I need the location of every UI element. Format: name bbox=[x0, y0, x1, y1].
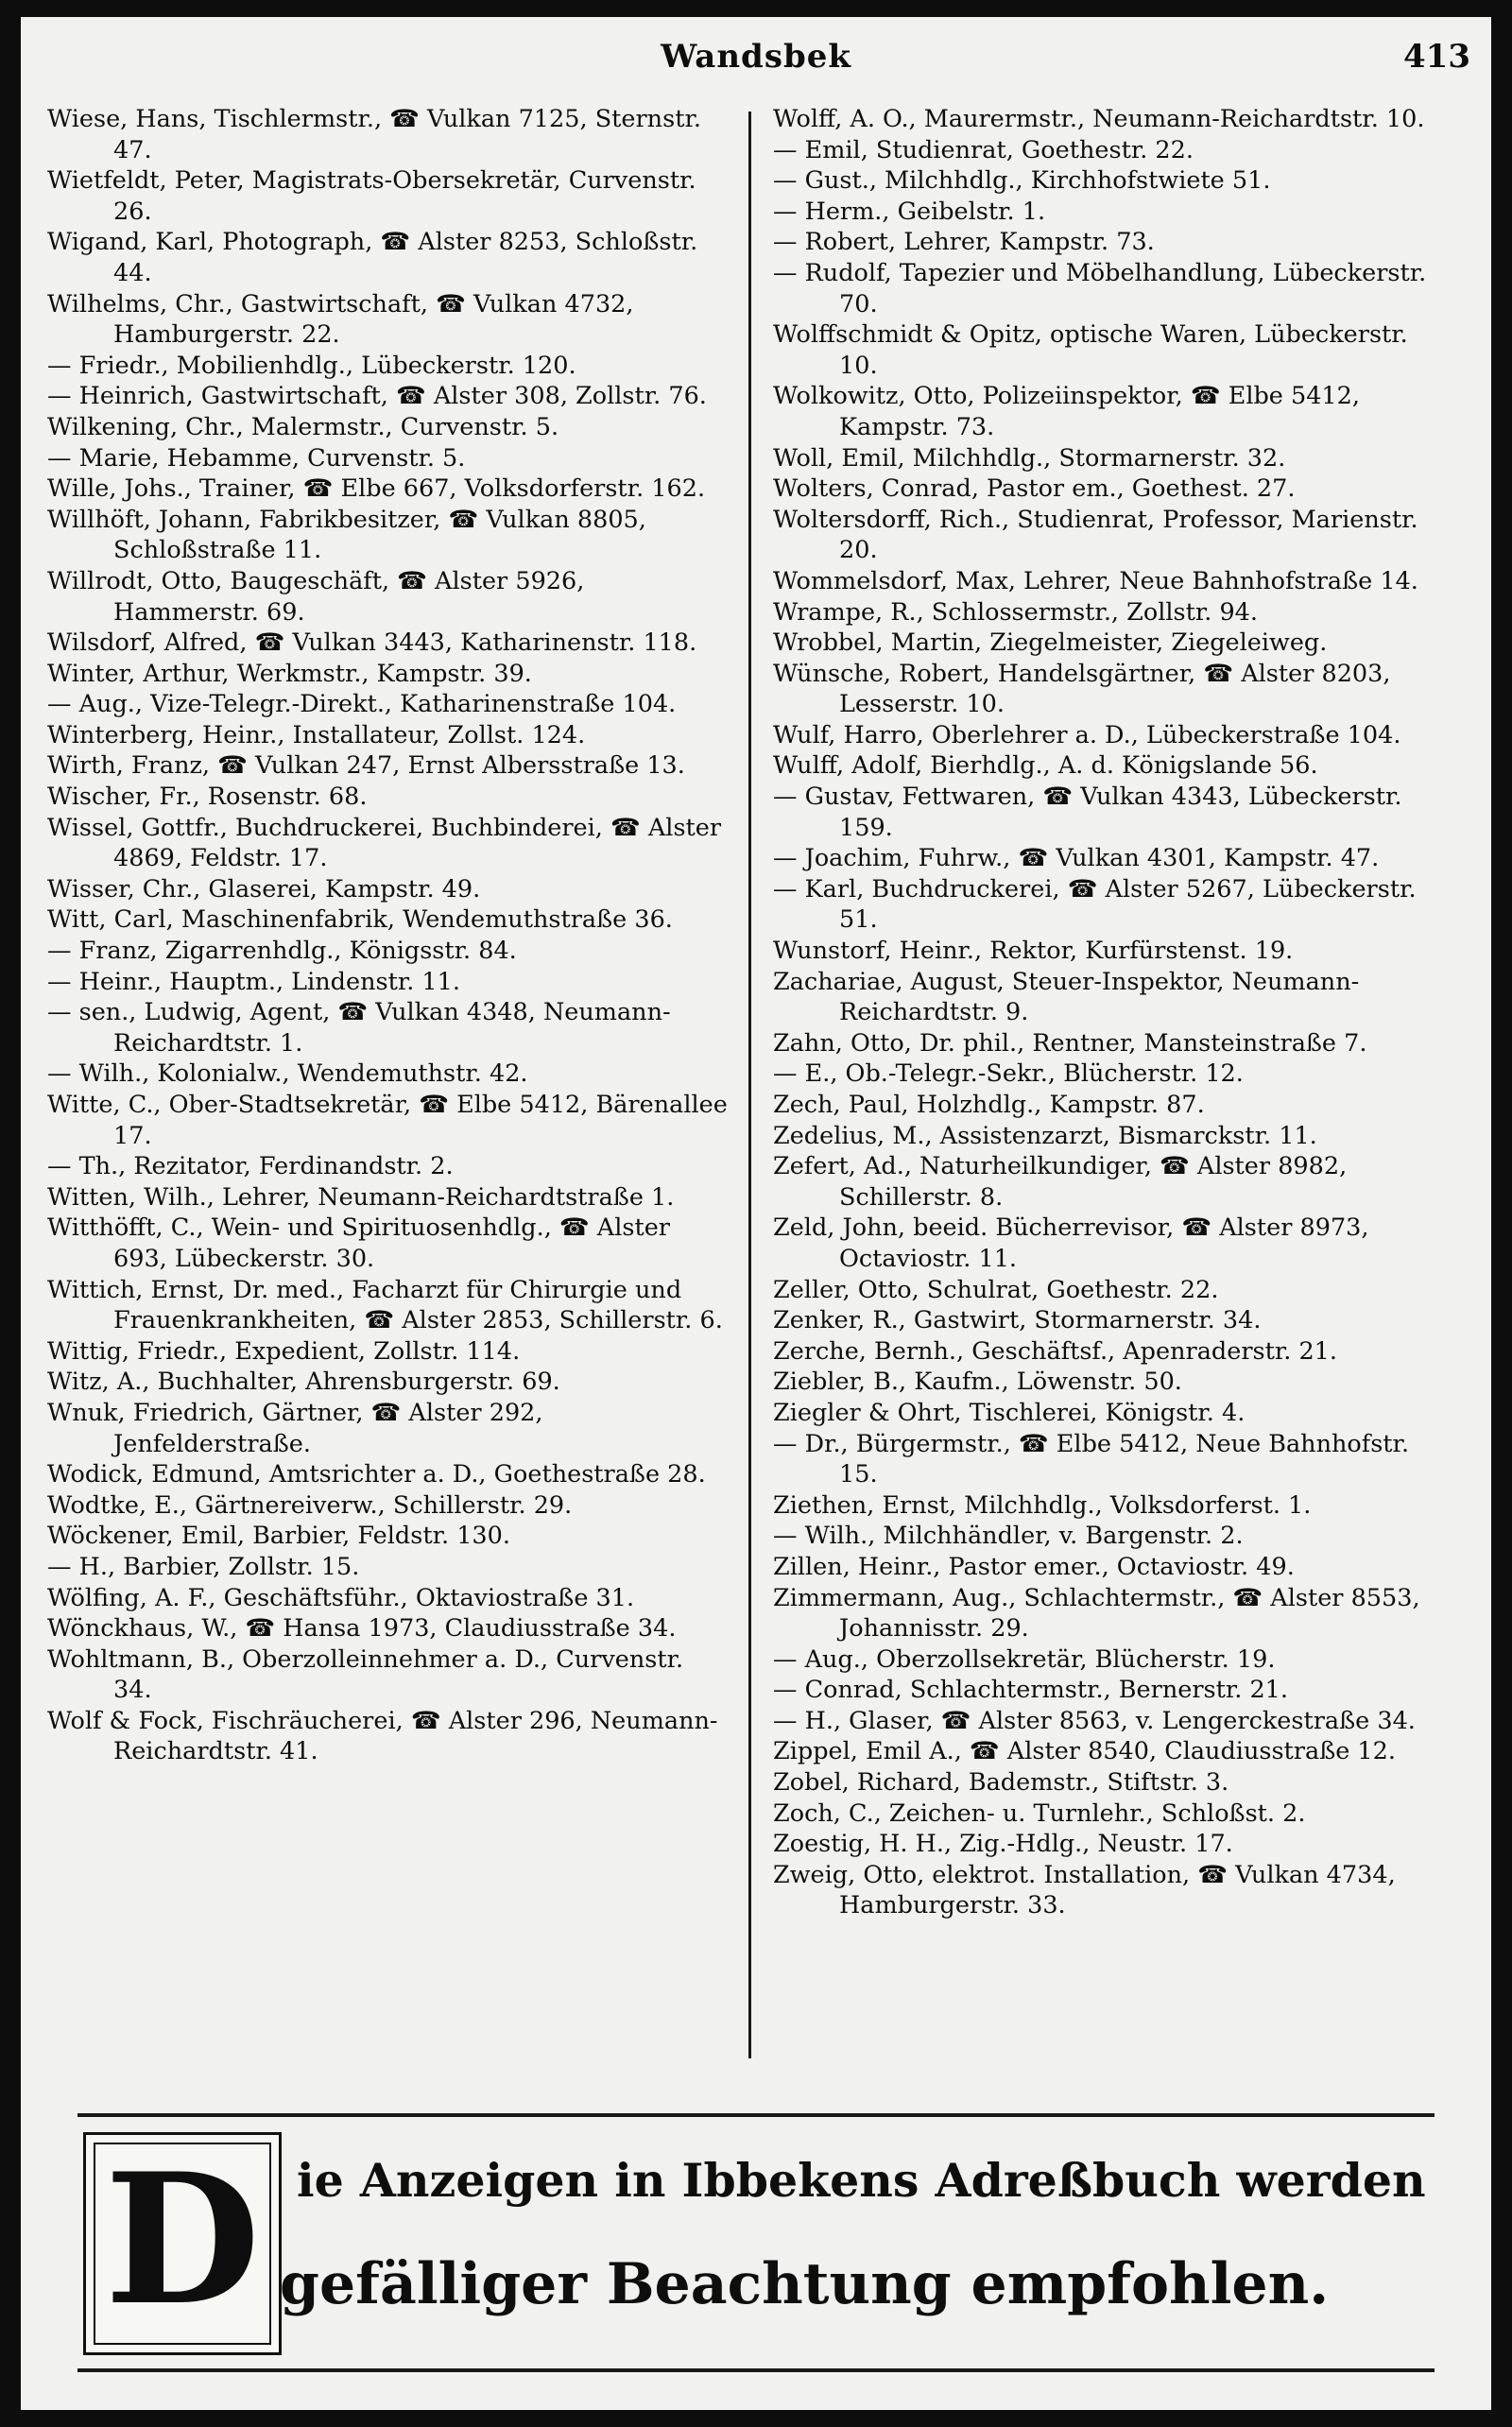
directory-entry: Zoch, C., Zeichen- u. Turnlehr., Schloßst. 2. bbox=[773, 1799, 1306, 1828]
directory-entry: Wilhelms, Chr., Gastwirtschaft, ☎ Vulkan 4732, Hamburgerstr. 22. bbox=[47, 289, 634, 350]
directory-entry: Zedelius, M., Assistenzarzt, Bismarckstr. 11. bbox=[773, 1121, 1317, 1150]
right-column bbox=[773, 104, 1453, 2079]
directory-entry: Wodick, Edmund, Amtsrichter a. D., Goethestraße 28. bbox=[47, 1460, 706, 1489]
directory-entry: Wietfeldt, Peter, Magistrats-Obersekretär, Curvenstr. 26. bbox=[47, 166, 696, 226]
directory-entry: Wommelsdorf, Max, Lehrer, Neue Bahnhofstraße 14. bbox=[773, 566, 1418, 595]
notice-line-2: gefälliger Beachtung empfohlen. bbox=[280, 2251, 1330, 2317]
directory-entry: Wittich, Ernst, Dr. med., Facharzt für Chirurgie und Frauenkrankheiten, ☎ Alster 2853, Schillerstr. 6. bbox=[47, 1275, 723, 1335]
directory-entry: — H., Glaser, ☎ Alster 8563, v. Lengerckestraße 34. bbox=[773, 1706, 1416, 1735]
directory-entry: Wolkowitz, Otto, Polizeiinspektor, ☎ Elbe 5412, Kampstr. 73. bbox=[773, 382, 1360, 441]
directory-entry: — Wilh., Kolonialw., Wendemuthstr. 42. bbox=[47, 1059, 528, 1089]
directory-entry: Zillen, Heinr., Pastor emer., Octaviostr. 49. bbox=[773, 1552, 1295, 1581]
running-head bbox=[21, 38, 1491, 91]
directory-entry: Wrobbel, Martin, Ziegelmeister, Ziegeleiweg. bbox=[773, 628, 1328, 658]
notice-line-1: ie Anzeigen in Ibbekens Adreßbuch werden bbox=[297, 2153, 1426, 2208]
directory-entry: Witz, A., Buchhalter, Ahrensburgerstr. 69. bbox=[47, 1368, 560, 1397]
directory-entry: — Heinr., Hauptm., Lindenstr. 11. bbox=[47, 967, 460, 996]
directory-entry: Wolff, A. O., Maurermstr., Neumann-Reichardtstr. 10. bbox=[773, 105, 1425, 133]
directory-entry: Wigand, Karl, Photograph, ☎ Alster 8253, Schloßstr. 44. bbox=[47, 228, 698, 287]
directory-entry: Zweig, Otto, elektrot. Installation, ☎ Vulkan 4734, Hamburgerstr. 33. bbox=[773, 1860, 1396, 1920]
directory-entry: Wischer, Fr., Rosenstr. 68. bbox=[47, 783, 368, 812]
directory-entry: Winterberg, Heinr., Installateur, Zollst. 124. bbox=[47, 720, 586, 749]
directory-entry: Wünsche, Robert, Handelsgärtner, ☎ Alster 8203, Lesserstr. 10. bbox=[773, 659, 1391, 719]
directory-entry: Zimmermann, Aug., Schlachtermstr., ☎ Alster 8553, Johannisstr. 29. bbox=[773, 1583, 1420, 1644]
directory-entry: Zech, Paul, Holzhdlg., Kampstr. 87. bbox=[773, 1091, 1205, 1119]
decorative-initial bbox=[83, 2132, 282, 2355]
directory-columns bbox=[47, 104, 1465, 2079]
column-divider bbox=[748, 112, 751, 2058]
directory-entry: — Franz, Zigarrenhdlg., Königsstr. 84. bbox=[47, 937, 517, 966]
directory-entry: — Joachim, Fuhrw., ☎ Vulkan 4301, Kampstr. 47. bbox=[773, 844, 1380, 873]
directory-entry: Ziegler & Ohrt, Tischlerei, Königstr. 4. bbox=[773, 1398, 1246, 1427]
left-column bbox=[47, 104, 728, 2079]
directory-entry: — Friedr., Mobilienhdlg., Lübeckerstr. 120. bbox=[47, 351, 576, 380]
directory-entry: Wolffschmidt & Opitz, optische Waren, Lübeckerstr. 10. bbox=[773, 320, 1408, 380]
directory-entry: Willrodt, Otto, Baugeschäft, ☎ Alster 5926, Hammerstr. 69. bbox=[47, 566, 585, 627]
directory-entry: Zenker, R., Gastwirt, Stormarnerstr. 34. bbox=[773, 1306, 1262, 1335]
directory-entry: Woltersdorff, Rich., Studienrat, Professor, Marienstr. 20. bbox=[773, 505, 1418, 565]
directory-entry: Wulf, Harro, Oberlehrer a. D., Lübeckerstraße 104. bbox=[773, 720, 1401, 749]
directory-entry: — E., Ob.-Telegr.-Sekr., Blücherstr. 12. bbox=[773, 1059, 1244, 1089]
directory-entry: — Gust., Milchhdlg., Kirchhofstwiete 51. bbox=[773, 166, 1271, 196]
directory-entry: — Herm., Geibelstr. 1. bbox=[773, 197, 1046, 226]
directory-page bbox=[21, 17, 1491, 2410]
initial-letter: D bbox=[104, 2134, 261, 2345]
notice-rule-bottom bbox=[77, 2368, 1435, 2372]
page-number: 413 bbox=[1403, 38, 1470, 76]
directory-entry: Zahn, Otto, Dr. phil., Rentner, Mansteinstraße 7. bbox=[773, 1028, 1367, 1058]
directory-entry: — Emil, Studienrat, Goethestr. 22. bbox=[773, 135, 1194, 164]
directory-entry: Wodtke, E., Gärtnereiverw., Schillerstr. 29. bbox=[47, 1490, 573, 1520]
directory-entry: Ziethen, Ernst, Milchhdlg., Volksdorferst. 1. bbox=[773, 1490, 1312, 1520]
directory-entry: — Dr., Bürgermstr., ☎ Elbe 5412, Neue Bahnhofstr. 15. bbox=[773, 1429, 1410, 1489]
directory-entry: Wolters, Conrad, Pastor em., Goethest. 27. bbox=[773, 474, 1296, 504]
directory-entry: Winter, Arthur, Werkmstr., Kampstr. 39. bbox=[47, 659, 532, 688]
directory-entry: Woll, Emil, Milchhdlg., Stormarnerstr. 32. bbox=[773, 443, 1286, 473]
directory-entry: Wrampe, R., Schlossermstr., Zollstr. 94. bbox=[773, 597, 1259, 627]
directory-entry: Wunstorf, Heinr., Rektor, Kurfürstenst. 19. bbox=[773, 937, 1294, 966]
directory-entry: Zeller, Otto, Schulrat, Goethestr. 22. bbox=[773, 1275, 1219, 1304]
page-title: Wandsbek bbox=[661, 38, 851, 76]
directory-entry: Witthöfft, C., Wein- und Spirituosenhdlg., ☎ Alster 693, Lübeckerstr. 30. bbox=[47, 1214, 670, 1273]
directory-entry: — H., Barbier, Zollstr. 15. bbox=[47, 1552, 360, 1581]
directory-entry: Zefert, Ad., Naturheilkundiger, ☎ Alster 8982, Schillerstr. 8. bbox=[773, 1152, 1348, 1212]
directory-entry: Witte, C., Ober-Stadtsekretär, ☎ Elbe 5412, Bärenallee 17. bbox=[47, 1091, 728, 1150]
directory-entry: Wiese, Hans, Tischlermstr., ☎ Vulkan 7125, Sternstr. 47. bbox=[47, 105, 701, 164]
directory-entry: Ziebler, B., Kaufm., Löwenstr. 50. bbox=[773, 1368, 1182, 1397]
directory-entry: — Wilh., Milchhändler, v. Bargenstr. 2. bbox=[773, 1522, 1244, 1551]
directory-entry: Wölfing, A. F., Geschäftsführ., Oktaviostraße 31. bbox=[47, 1583, 635, 1612]
directory-entry: Zerche, Bernh., Geschäftsf., Apenraderstr. 21. bbox=[773, 1336, 1337, 1366]
directory-entry: — Heinrich, Gastwirtschaft, ☎ Alster 308, Zollstr. 76. bbox=[47, 382, 707, 411]
directory-entry: Wohltmann, B., Oberzolleinnehmer a. D., Curvenstr. 34. bbox=[47, 1644, 684, 1705]
advertising-notice bbox=[77, 2126, 1435, 2361]
directory-entry: Zeld, John, beeid. Bücherrevisor, ☎ Alster 8973, Octaviostr. 11. bbox=[773, 1214, 1369, 1273]
directory-entry: — Aug., Vize-Telegr.-Direkt., Katharinenstraße 104. bbox=[47, 690, 677, 719]
directory-entry: — Marie, Hebamme, Curvenstr. 5. bbox=[47, 443, 466, 473]
directory-entry: — Robert, Lehrer, Kampstr. 73. bbox=[773, 228, 1155, 257]
directory-entry: Wissel, Gottfr., Buchdruckerei, Buchbinderei, ☎ Alster 4869, Feldstr. 17. bbox=[47, 813, 722, 873]
directory-entry: Wirth, Franz, ☎ Vulkan 247, Ernst Albersstraße 13. bbox=[47, 751, 685, 781]
directory-entry: — Th., Rezitator, Ferdinandstr. 2. bbox=[47, 1152, 454, 1181]
notice-rule-top bbox=[77, 2113, 1435, 2117]
directory-entry: Wisser, Chr., Glaserei, Kampstr. 49. bbox=[47, 874, 481, 904]
directory-entry: Willhöft, Johann, Fabrikbesitzer, ☎ Vulkan 8805, Schloßstraße 11. bbox=[47, 505, 646, 565]
directory-entry: Zippel, Emil A., ☎ Alster 8540, Claudiusstraße 12. bbox=[773, 1737, 1396, 1766]
directory-entry: Zachariae, August, Steuer-Inspektor, Neumann-Reichardtstr. 9. bbox=[773, 967, 1360, 1027]
directory-entry: — Conrad, Schlachtermstr., Bernerstr. 21. bbox=[773, 1676, 1289, 1705]
directory-entry: Witten, Wilh., Lehrer, Neumann-Reichardtstraße 1. bbox=[47, 1182, 675, 1212]
directory-entry: — Karl, Buchdruckerei, ☎ Alster 5267, Lübeckerstr. 51. bbox=[773, 874, 1417, 935]
directory-entry: Wilsdorf, Alfred, ☎ Vulkan 3443, Katharinenstr. 118. bbox=[47, 628, 697, 658]
directory-entry: Witt, Carl, Maschinenfabrik, Wendemuthstraße 36. bbox=[47, 905, 673, 935]
directory-entry: Wönckhaus, W., ☎ Hansa 1973, Claudiusstraße 34. bbox=[47, 1614, 677, 1644]
directory-entry: Wittig, Friedr., Expedient, Zollstr. 114. bbox=[47, 1336, 521, 1366]
directory-entry: Zoestig, H. H., Zig.-Hdlg., Neustr. 17. bbox=[773, 1830, 1233, 1859]
directory-entry: Zobel, Richard, Bademstr., Stiftstr. 3. bbox=[773, 1768, 1229, 1798]
directory-entry: — Gustav, Fettwaren, ☎ Vulkan 4343, Lübeckerstr. 159. bbox=[773, 783, 1402, 842]
directory-entry: — Aug., Oberzollsekretär, Blücherstr. 19. bbox=[773, 1644, 1276, 1674]
directory-entry: Wnuk, Friedrich, Gärtner, ☎ Alster 292, Jenfelderstraße. bbox=[47, 1398, 543, 1458]
directory-entry: Wolf & Fock, Fischräucherei, ☎ Alster 296, Neumann-Reichardtstr. 41. bbox=[47, 1706, 718, 1766]
directory-entry: — Rudolf, Tapezier und Möbelhandlung, Lübeckerstr. 70. bbox=[773, 258, 1427, 318]
directory-entry: — sen., Ludwig, Agent, ☎ Vulkan 4348, Neumann-Reichardtstr. 1. bbox=[47, 998, 671, 1058]
directory-entry: Wöckener, Emil, Barbier, Feldstr. 130. bbox=[47, 1522, 510, 1551]
directory-entry: Wilkening, Chr., Malermstr., Curvenstr. 5. bbox=[47, 412, 559, 441]
directory-entry: Wulff, Adolf, Bierhdlg., A. d. Königslande 56. bbox=[773, 751, 1318, 781]
directory-entry: Wille, Johs., Trainer, ☎ Elbe 667, Volksdorferstr. 162. bbox=[47, 474, 706, 504]
